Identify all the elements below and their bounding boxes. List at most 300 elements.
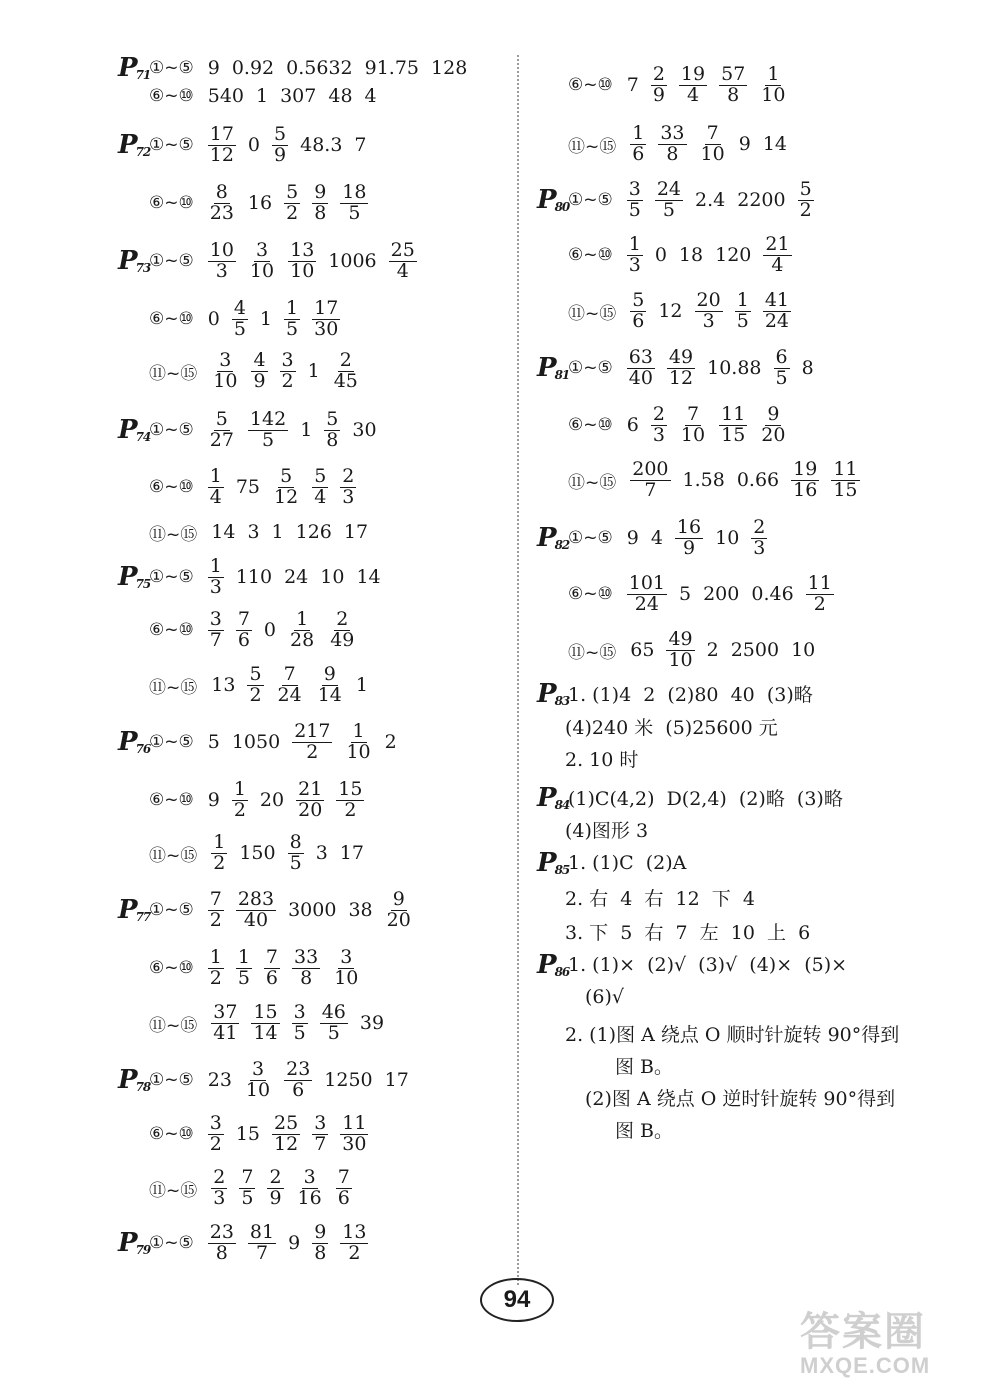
numerator: 142: [249, 408, 287, 430]
watermark-url: MXQE.COM: [800, 1353, 931, 1378]
denominator: 23: [209, 201, 234, 224]
fraction-answer: [675, 518, 703, 559]
numerator: 9: [767, 403, 780, 425]
question-range-label: ①~⑤: [149, 567, 194, 588]
numerator: 10: [209, 239, 234, 261]
fraction-answer: [344, 722, 372, 763]
text-answer-row: [537, 784, 843, 811]
numerator: 1: [628, 233, 641, 255]
numerator: 23: [286, 1058, 311, 1080]
question-range-label: ⑪~⑮: [568, 642, 617, 663]
number-answer: 0: [247, 134, 261, 157]
fraction-answer: [336, 1168, 352, 1209]
number-answer: 14: [356, 566, 381, 589]
answer-text: 2. (1)图 A 绕点 O 顺时针旋转 90°得到: [565, 1024, 900, 1046]
fraction-answer: [208, 467, 224, 508]
denominator: 4: [396, 259, 409, 282]
denominator: 2: [344, 798, 357, 821]
denominator: 10: [700, 142, 725, 165]
denominator: 9: [652, 83, 665, 106]
page-tag-number: 82: [554, 538, 570, 553]
number-answer: 2500: [730, 639, 780, 662]
denominator: 10: [334, 966, 359, 989]
numerator: 7: [237, 608, 250, 630]
number-answer: 0.66: [736, 469, 780, 492]
fraction-answer: [312, 467, 328, 508]
numerator: 13: [290, 239, 315, 261]
number-answer: 17: [339, 842, 364, 865]
denominator: 2: [306, 740, 319, 763]
denominator: 10: [249, 259, 275, 282]
number-answer: 9: [738, 133, 751, 156]
denominator: 30: [342, 1132, 367, 1155]
numerator: 25: [390, 239, 415, 261]
answer-text: 图 B。: [615, 1120, 674, 1142]
number-answer: 200: [703, 583, 740, 606]
page-tag-number: 85: [554, 863, 570, 877]
number-answer: 24: [284, 566, 309, 589]
number-answer: 1: [300, 419, 313, 442]
page-tag-number: 72: [135, 145, 151, 160]
numerator: 24: [656, 178, 682, 200]
number-answer: 1006: [328, 250, 377, 273]
number-answer: 9: [207, 789, 220, 812]
numerator: 200: [632, 458, 669, 480]
denominator: 15: [833, 478, 858, 501]
denominator: 5: [775, 366, 788, 389]
numerator: 4: [253, 349, 266, 371]
numerator: 41: [764, 289, 789, 311]
answer-row: [118, 125, 367, 166]
page-tag: $P_{82}$: [537, 523, 570, 554]
answer-text: (1)C(4,2) D(2,4) (2)略 (3)略: [568, 788, 843, 810]
denominator: 30: [314, 317, 339, 340]
page-tag-number: 78: [135, 1080, 151, 1095]
answer-row: [118, 1168, 352, 1209]
numerator: 1: [233, 778, 246, 800]
denominator: 9: [269, 1186, 282, 1209]
denominator: 6: [265, 966, 279, 989]
denominator: 15: [721, 423, 746, 446]
fraction-answer: [679, 405, 707, 446]
denominator: 2: [209, 908, 222, 931]
fraction-answer: [385, 890, 413, 931]
page-tag: $P_{72}$: [118, 130, 151, 161]
numerator: 5: [314, 465, 327, 487]
text-answer-row: [585, 986, 624, 1008]
number-answer: 1: [355, 674, 368, 697]
numerator: 101: [628, 572, 665, 594]
denominator: 3: [213, 1186, 226, 1209]
number-answer: 307: [280, 85, 317, 107]
denominator: 6: [337, 1186, 350, 1209]
number-answer: 9: [288, 1232, 301, 1255]
numerator: 2: [652, 63, 665, 85]
answer-row: [118, 557, 381, 598]
fraction-answer: [759, 65, 787, 106]
question-range-label: ①~⑤: [149, 135, 194, 156]
numerator: 13: [342, 1221, 367, 1243]
denominator: 24: [277, 683, 302, 706]
numerator: 9: [314, 181, 327, 203]
question-range-label: ⑥~⑩: [149, 86, 194, 106]
fraction-answer: [292, 722, 332, 763]
fraction-answer: [763, 291, 791, 332]
fraction-answer: [666, 630, 694, 671]
denominator: 9: [274, 143, 287, 166]
denominator: 3: [628, 253, 641, 276]
number-answer: 13: [211, 674, 236, 697]
denominator: 24: [634, 592, 659, 615]
denominator: 6: [292, 1078, 305, 1101]
denominator: 5: [286, 317, 299, 340]
fraction-answer: [208, 410, 236, 451]
question-range-label: ①~⑤: [149, 732, 194, 753]
denominator: 40: [243, 908, 269, 931]
answer-row: [118, 83, 377, 109]
number-answer: 1: [259, 308, 273, 331]
answer-row: [537, 348, 814, 389]
question-range-label: ⑥~⑩: [149, 958, 194, 979]
numerator: 5: [286, 181, 299, 203]
fraction-answer: [276, 665, 304, 706]
fraction-answer: [699, 124, 727, 165]
denominator: 8: [314, 1241, 327, 1264]
denominator: 10: [680, 423, 706, 446]
answer-row: [118, 241, 417, 282]
denominator: 5: [293, 1021, 306, 1044]
numerator: 1: [736, 289, 749, 311]
denominator: 20: [298, 798, 323, 821]
answer-row: [118, 519, 368, 545]
number-answer: 0: [207, 308, 220, 331]
denominator: 8: [300, 966, 313, 989]
page-tag: $P_{83}$: [537, 678, 570, 709]
text-answer-row: [565, 713, 778, 740]
fraction-answer: [247, 665, 263, 706]
answer-row: [118, 665, 368, 706]
fraction-answer: [667, 348, 695, 389]
denominator: 2: [799, 198, 812, 221]
numerator: 25: [274, 1112, 299, 1134]
question-range-label: ①~⑤: [149, 900, 194, 921]
number-answer: 2.4: [695, 189, 726, 212]
denominator: 24: [764, 309, 789, 332]
numerator: 11: [807, 572, 832, 594]
question-range-label: ⑪~⑮: [149, 1015, 198, 1036]
numerator: 15: [253, 1001, 278, 1023]
number-answer: 10: [320, 566, 345, 589]
page-tag-number: 80: [554, 200, 570, 215]
number-answer: 10.88: [707, 357, 762, 380]
denominator: 2: [249, 683, 262, 706]
numerator: 19: [793, 458, 818, 480]
numerator: 5: [280, 465, 293, 487]
answer-row: [537, 460, 860, 501]
denominator: 5: [327, 1021, 340, 1044]
text-answer-row: [565, 1020, 899, 1047]
fraction-answer: [272, 467, 300, 508]
text-answer-row: [565, 745, 638, 772]
denominator: 5: [233, 317, 246, 340]
question-range-label: ⑥~⑩: [149, 620, 194, 641]
fraction-answer: [211, 1168, 227, 1209]
numerator: 7: [283, 663, 296, 685]
page-tag-number: 84: [554, 797, 570, 812]
fraction-answer: [316, 665, 344, 706]
fraction-answer: [312, 183, 328, 224]
numerator: 217: [294, 720, 331, 742]
number-answer: 48.3: [300, 134, 343, 157]
fraction-answer: [340, 1223, 368, 1264]
page-tag-number: 75: [135, 577, 151, 592]
denominator: 41: [213, 1021, 238, 1044]
fraction-answer: [239, 1168, 255, 1209]
answer-row: [537, 124, 787, 165]
denominator: 5: [628, 198, 641, 221]
fraction-answer: [630, 291, 646, 332]
numerator: 1: [237, 946, 250, 968]
numerator: 57: [721, 63, 746, 85]
fraction-answer: [208, 948, 224, 989]
fraction-answer: [211, 833, 227, 874]
denominator: 2: [281, 369, 294, 392]
numerator: 1: [632, 122, 645, 144]
number-answer: 30: [352, 419, 377, 442]
numerator: 11: [342, 1112, 367, 1134]
fraction-answer: [332, 948, 360, 989]
denominator: 8: [314, 201, 327, 224]
fraction-answer: [296, 780, 324, 821]
numerator: 49: [668, 628, 693, 650]
answer-text: 图 B。: [615, 1056, 674, 1078]
text-answer-row: [565, 884, 755, 911]
numerator: 2: [336, 608, 349, 630]
fraction-answer: [655, 180, 683, 221]
denominator: 5: [262, 428, 275, 451]
answer-text: (6)√: [585, 986, 625, 1008]
fraction-answer: [211, 1003, 239, 1044]
denominator: 2: [286, 201, 299, 224]
page-tag-number: 71: [135, 68, 151, 82]
numerator: 2: [652, 403, 665, 425]
denominator: 3: [702, 309, 715, 332]
text-answer-row: [537, 952, 847, 978]
denominator: 49: [330, 628, 355, 651]
page-tag: $P_{78}$: [118, 1065, 151, 1096]
answer-text: 2. 右 4 右 12 下 4: [565, 888, 755, 910]
fraction-answer: [312, 1223, 328, 1264]
denominator: 20: [386, 908, 411, 931]
fraction-answer: [236, 948, 252, 989]
number-answer: 10: [791, 639, 816, 662]
numerator: 11: [833, 458, 858, 480]
watermark-logo-text: 答案圈: [800, 1310, 926, 1354]
number-answer: 14: [211, 521, 236, 543]
fraction-answer: [208, 183, 236, 224]
number-answer: 38: [348, 899, 373, 922]
page-tag: $P_{71}$: [118, 53, 151, 83]
answer-row: [537, 405, 787, 446]
fraction-answer: [264, 948, 280, 989]
number-answer: 1.58: [682, 469, 725, 492]
numerator: 5: [326, 408, 339, 430]
fraction-answer: [251, 1003, 279, 1044]
denominator: 2: [213, 851, 226, 874]
number-answer: 0: [263, 619, 277, 642]
fraction-answer: [251, 351, 267, 392]
fraction-answer: [232, 780, 248, 821]
numerator: 3: [281, 349, 294, 371]
page-tag: $P_{81}$: [537, 353, 570, 384]
fraction-answer: [630, 460, 670, 501]
page-tag: $P_{73}$: [118, 246, 151, 277]
fraction-answer: [336, 780, 364, 821]
question-range-label: ⑥~⑩: [149, 790, 194, 811]
fraction-answer: [280, 351, 296, 392]
denominator: 5: [237, 966, 250, 989]
numerator: 2: [213, 1166, 226, 1188]
number-answer: 150: [239, 842, 276, 865]
number-answer: 120: [715, 244, 752, 267]
numerator: 11: [721, 403, 746, 425]
fraction-answer: [627, 235, 643, 276]
number-answer: 7: [626, 74, 639, 97]
denominator: 3: [342, 485, 355, 508]
answer-row: [537, 235, 792, 276]
numerator: 3: [628, 178, 641, 200]
page-tag: $P_{76}$: [118, 727, 151, 758]
denominator: 20: [761, 423, 786, 446]
denominator: 10: [668, 648, 693, 671]
numerator: 21: [765, 233, 790, 255]
question-range-label: ①~⑤: [149, 420, 194, 441]
fraction-answer: [236, 610, 252, 651]
number-answer: 1050: [231, 731, 281, 754]
denominator: 12: [274, 485, 299, 508]
numerator: 3: [251, 1058, 265, 1080]
denominator: 2: [209, 1132, 222, 1155]
numerator: 5: [274, 123, 287, 145]
number-answer: 5: [207, 731, 220, 754]
question-range-label: ①~⑤: [568, 528, 613, 549]
answer-text: 1. (1)× (2)√ (3)√ (4)× (5)×: [568, 954, 848, 976]
question-range-label: ⑪~⑮: [568, 472, 617, 493]
number-answer: 126: [295, 521, 332, 543]
fraction-answer: [288, 833, 304, 874]
number-answer: 8: [801, 357, 814, 380]
number-answer: 91.75: [364, 57, 420, 79]
number-answer: 1: [256, 85, 269, 107]
fraction-answer: [751, 518, 767, 559]
fraction-answer: [208, 1223, 236, 1264]
numerator: 5: [799, 178, 812, 200]
denominator: 5: [736, 309, 749, 332]
page-tag-number: 74: [135, 430, 151, 445]
numerator: 7: [241, 1166, 254, 1188]
number-answer: 10: [715, 527, 740, 550]
number-answer: 14: [762, 133, 787, 156]
denominator: 3: [215, 259, 228, 282]
fraction-answer: [244, 1060, 272, 1101]
text-answer-row: [565, 816, 648, 843]
answer-row: [118, 410, 377, 451]
numerator: 3: [314, 1112, 327, 1134]
denominator: 4: [686, 83, 700, 106]
question-range-label: ⑥~⑩: [568, 584, 613, 605]
numerator: 4: [233, 297, 246, 319]
denominator: 16: [793, 478, 818, 501]
question-range-label: ⑥~⑩: [568, 75, 613, 96]
answer-text: 2. 10 时: [565, 749, 639, 771]
fraction-answer: [248, 410, 288, 451]
numerator: 21: [298, 778, 323, 800]
denominator: 10: [213, 369, 238, 392]
number-answer: 39: [359, 1012, 385, 1035]
answer-text: 1. (1)4 2 (2)80 40 (3)略: [568, 684, 813, 706]
fraction-answer: [328, 610, 356, 651]
numerator: 3: [209, 608, 222, 630]
page-number: 94: [480, 1278, 554, 1322]
question-range-label: ①~⑤: [568, 190, 613, 211]
denominator: 7: [255, 1241, 269, 1264]
numerator: 17: [314, 297, 339, 319]
denominator: 4: [314, 485, 327, 508]
numerator: 2: [269, 1166, 282, 1188]
number-answer: 540: [207, 85, 244, 107]
fraction-answer: [759, 405, 787, 446]
denominator: 28: [290, 628, 315, 651]
fraction-answer: [763, 235, 791, 276]
denominator: 2: [233, 798, 246, 821]
number-answer: 3000: [288, 899, 337, 922]
page-tag: $P_{84}$: [537, 782, 570, 813]
answer-text: (4)图形 3: [565, 820, 649, 842]
denominator: 6: [632, 142, 645, 165]
text-answer-row: [565, 918, 810, 945]
numerator: 5: [249, 663, 262, 685]
number-answer: 2: [706, 639, 719, 662]
number-answer: 20: [259, 789, 285, 812]
numerator: 7: [265, 946, 279, 968]
page-tag: $P_{86}$: [537, 950, 570, 980]
denominator: 9: [682, 536, 696, 559]
numerator: 3: [209, 1112, 222, 1134]
fraction-answer: [248, 241, 276, 282]
number-answer: 75: [235, 476, 261, 499]
fraction-answer: [627, 574, 667, 615]
question-range-label: ⑪~⑮: [568, 303, 617, 324]
numerator: 33: [660, 122, 685, 144]
answer-text: (2)图 A 绕点 O 逆时针旋转 90°得到: [585, 1088, 896, 1110]
text-answer-row: [537, 850, 686, 876]
answer-row: [537, 65, 787, 106]
fraction-answer: [340, 183, 368, 224]
page-tag-number: 83: [554, 693, 570, 708]
answer-row: [537, 630, 815, 671]
fraction-answer: [208, 557, 224, 598]
number-answer: 110: [235, 566, 273, 589]
fraction-answer: [288, 610, 316, 651]
number-answer: 0.5632: [286, 57, 353, 79]
answer-text: 3. 下 5 右 7 左 10 上 6: [565, 922, 811, 944]
denominator: 45: [333, 369, 358, 392]
fraction-answer: [735, 291, 751, 332]
answer-text: (4)240 米 (5)25600 元: [565, 717, 778, 739]
number-answer: 16: [247, 192, 273, 215]
fraction-answer: [658, 124, 686, 165]
denominator: 16: [297, 1186, 322, 1209]
